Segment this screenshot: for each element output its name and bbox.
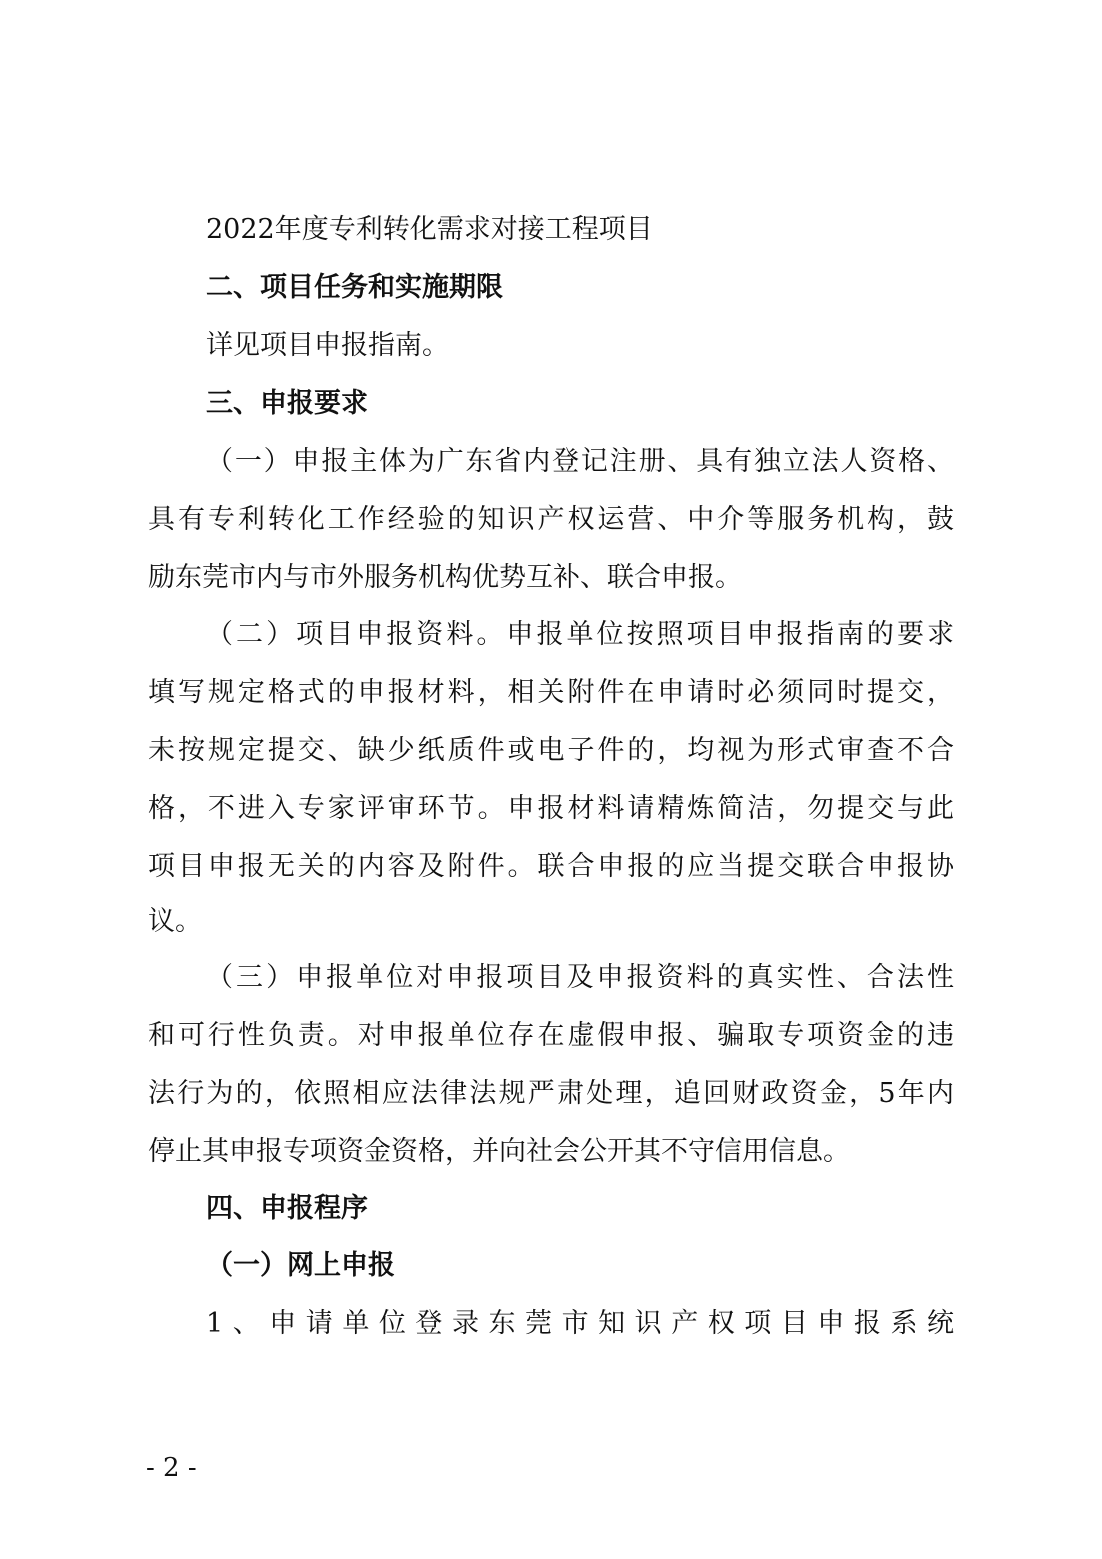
section-heading-3: 三、申报要求 <box>206 388 368 419</box>
paragraph-line: 1、申请单位登录东莞市知识产权项目申报系统 <box>206 1308 954 1339</box>
paragraph-line: 具有专利转化工作经验的知识产权运营、中介等服务机构，鼓 <box>148 504 954 535</box>
paragraph-line: 停止其申报专项资金资格，并向社会公开其不守信用信息。 <box>148 1136 850 1167</box>
page-number: - 2 - <box>146 1453 197 1483</box>
paragraph-line: 和可行性负责。对申报单位存在虚假申报、骗取专项资金的违 <box>148 1020 954 1051</box>
paragraph-line: 格，不进入专家评审环节。申报材料请精炼简洁，勿提交与此 <box>148 793 954 824</box>
paragraph-line: 励东莞市内与市外服务机构优势互补、联合申报。 <box>148 562 742 593</box>
paragraph-line: （二）项目申报资料。申报单位按照项目申报指南的要求 <box>206 619 954 650</box>
subsection-heading: （一）网上申报 <box>206 1250 395 1281</box>
paragraph-line: 法行为的，依照相应法律法规严肃处理，追回财政资金，5年内 <box>148 1078 954 1109</box>
paragraph-line: 项目申报无关的内容及附件。联合申报的应当提交联合申报协 <box>148 851 954 882</box>
paragraph-line: （三）申报单位对申报项目及申报资料的真实性、合法性 <box>206 962 954 993</box>
section-heading-2: 二、项目任务和实施期限 <box>206 272 503 303</box>
paragraph-line: （一）申报主体为广东省内登记注册、具有独立法人资格、 <box>206 446 954 477</box>
paragraph-line: 填写规定格式的申报材料，相关附件在申请时必须同时提交， <box>148 677 954 708</box>
section-2-text: 详见项目申报指南。 <box>206 330 449 361</box>
paragraph-line: 未按规定提交、缺少纸质件或电子件的，均视为形式审查不合 <box>148 735 954 766</box>
project-name-line: 2022年度专利转化需求对接工程项目 <box>206 214 653 245</box>
paragraph-line: 议。 <box>148 906 202 937</box>
section-heading-4: 四、申报程序 <box>206 1193 368 1224</box>
